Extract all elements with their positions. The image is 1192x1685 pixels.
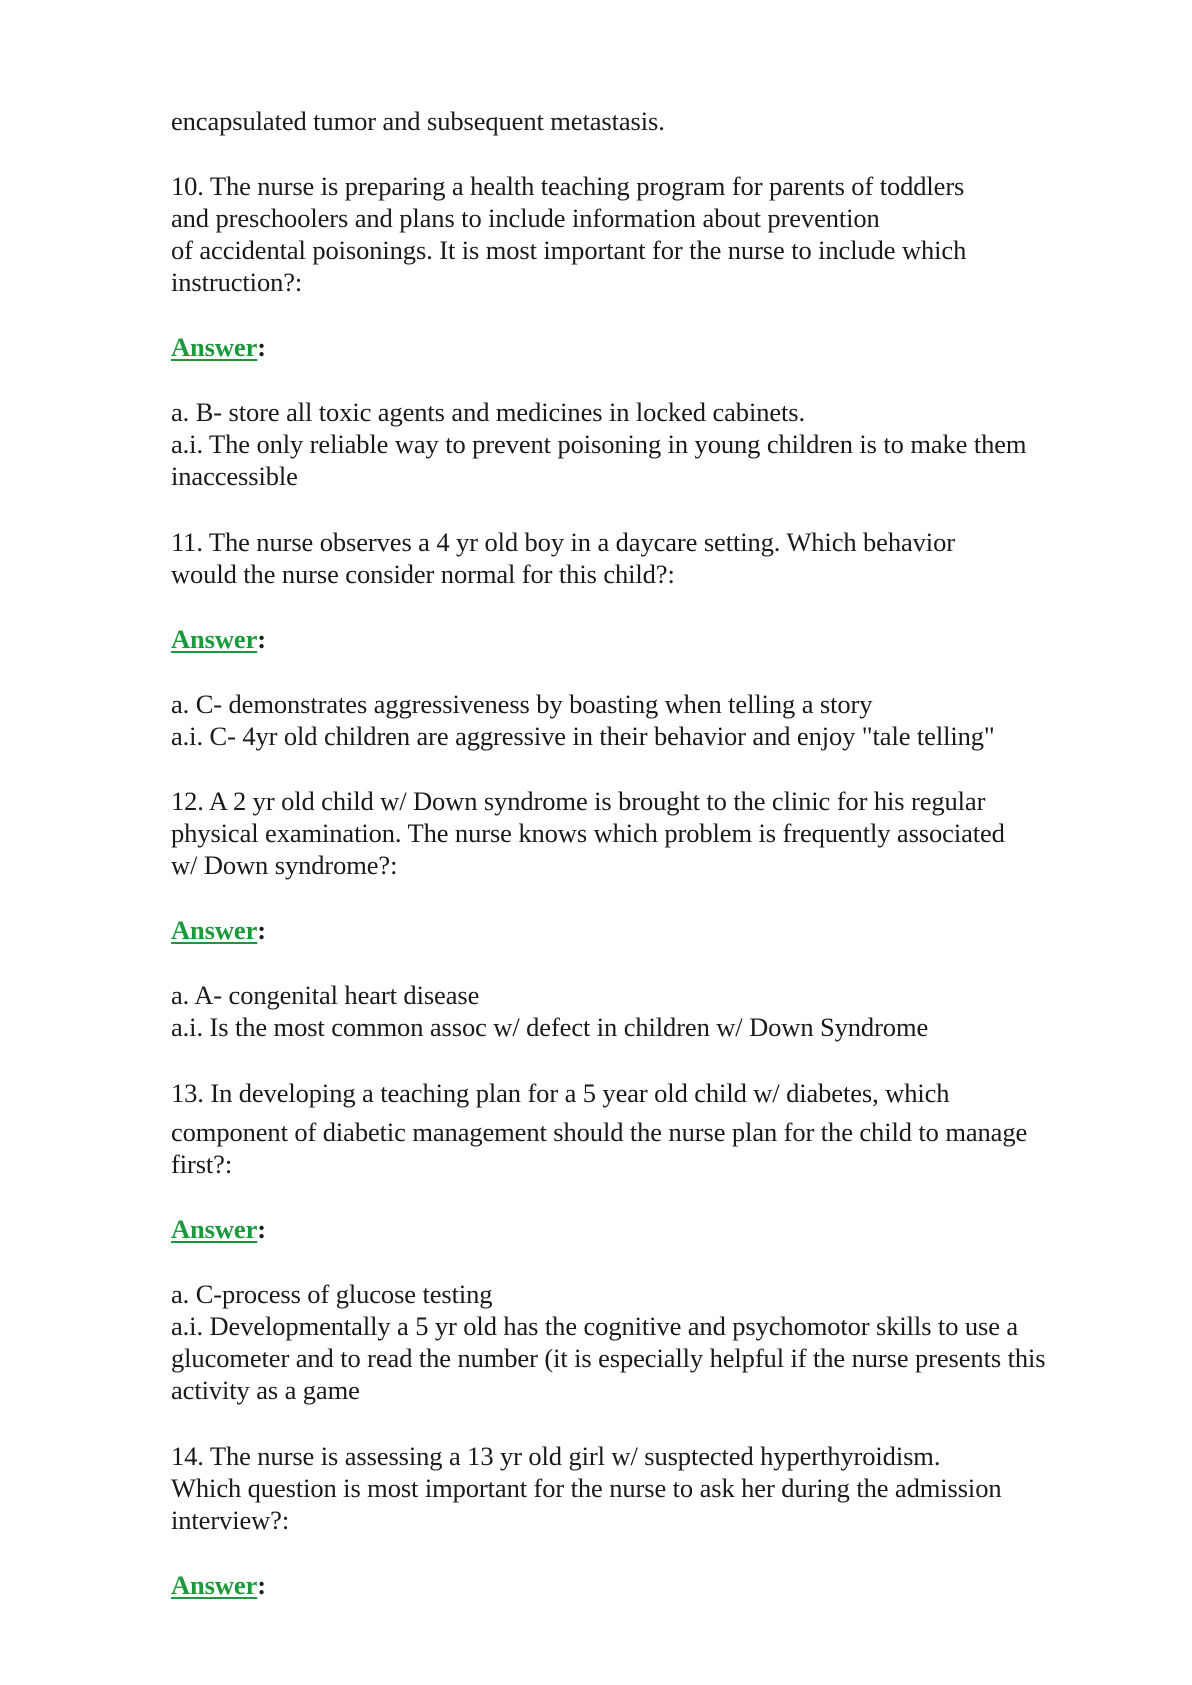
answer-label: Answer (171, 624, 258, 654)
question-12-line-2: physical examination. The nurse knows which problem is frequently associated (171, 818, 1005, 848)
question-10-line-4: instruction?: (171, 267, 303, 297)
question-11-line-2: would the nurse consider normal for this child?: (171, 559, 675, 589)
question-13-line-1: 13. In developing a teaching plan for a 5 year old child w/ diabetes, which (171, 1078, 950, 1108)
answer-13-line-1: a. C-process of glucose testing (171, 1279, 493, 1309)
answer-label: Answer (171, 915, 258, 945)
question-13-line-3: first?: (171, 1149, 233, 1179)
answer-colon: : (257, 624, 266, 654)
question-10-line-2: and preschoolers and plans to include information about prevention (171, 203, 880, 233)
question-12-line-1: 12. A 2 yr old child w/ Down syndrome is brought to the clinic for his regular (171, 786, 986, 816)
question-11-line-1: 11. The nurse observes a 4 yr old boy in a daycare setting. Which behavior (171, 527, 955, 557)
question-14-line-1: 14. The nurse is assessing a 13 yr old girl w/ susptected hyperthyroidism. (171, 1441, 941, 1471)
question-10-line-1: 10. The nurse is preparing a health teaching program for parents of toddlers (171, 171, 965, 201)
answer-label: Answer (171, 1570, 258, 1600)
answer-10-line-2: a.i. The only reliable way to prevent poisoning in young children is to make them (171, 429, 1027, 459)
answer-12-line-1: a. A- congenital heart disease (171, 980, 480, 1010)
answer-heading-13 (171, 1214, 266, 1244)
answer-heading-11 (171, 624, 266, 654)
answer-10-line-3: inaccessible (171, 461, 298, 491)
question-14-line-2: Which question is most important for the nurse to ask her during the admission (171, 1473, 1002, 1503)
answer-colon: : (257, 1570, 266, 1600)
answer-12-line-2: a.i. Is the most common assoc w/ defect in children w/ Down Syndrome (171, 1012, 929, 1042)
answer-label: Answer (171, 332, 258, 362)
question-12-line-3: w/ Down syndrome?: (171, 850, 398, 880)
answer-13-line-3: glucometer and to read the number (it is especially helpful if the nurse presents this (171, 1343, 1046, 1373)
answer-heading-12 (171, 915, 266, 945)
question-13-line-2: component of diabetic management should the nurse plan for the child to manage (171, 1117, 1028, 1147)
answer-heading-14 (171, 1570, 266, 1600)
question-14-line-3: interview?: (171, 1505, 290, 1535)
answer-13-line-4: activity as a game (171, 1375, 360, 1405)
answer-label: Answer (171, 1214, 258, 1244)
answer-colon: : (257, 332, 266, 362)
answer-colon: : (257, 915, 266, 945)
question-10-line-3: of accidental poisonings. It is most important for the nurse to include which (171, 235, 967, 265)
answer-11-line-2: a.i. C- 4yr old children are aggressive in their behavior and enjoy "tale telling" (171, 721, 995, 751)
answer-11-line-1: a. C- demonstrates aggressiveness by boasting when telling a story (171, 689, 873, 719)
intro-line: encapsulated tumor and subsequent metastasis. (171, 106, 665, 136)
answer-13-line-2: a.i. Developmentally a 5 yr old has the cognitive and psychomotor skills to use a (171, 1311, 1019, 1341)
answer-heading-10 (171, 332, 266, 362)
answer-10-line-1: a. B- store all toxic agents and medicines in locked cabinets. (171, 397, 806, 427)
answer-colon: : (257, 1214, 266, 1244)
